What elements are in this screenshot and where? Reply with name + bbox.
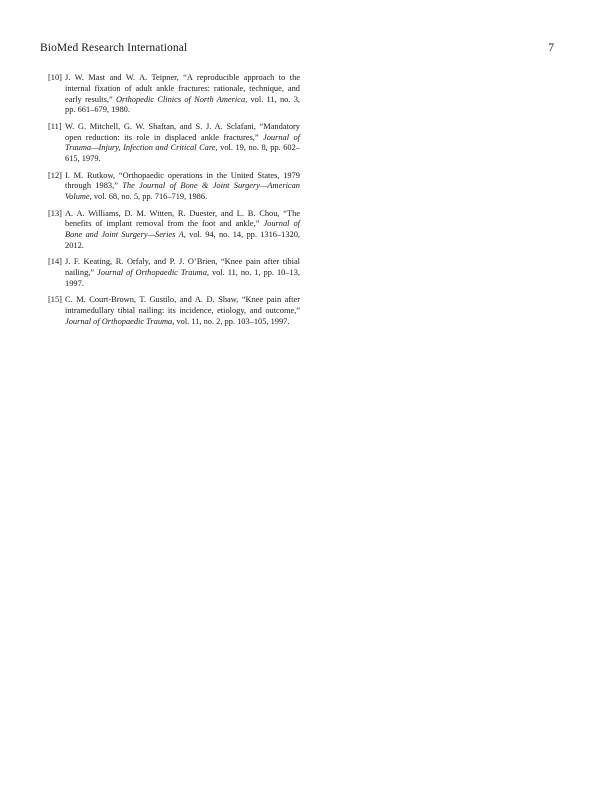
reference-journal: Journal of Trauma—Injury, Infection and Critical Care bbox=[65, 132, 300, 153]
reference-item bbox=[48, 257, 300, 289]
reference-item bbox=[48, 171, 300, 203]
reference-number: [11] bbox=[48, 121, 62, 131]
reference-item bbox=[48, 295, 300, 327]
reference-item bbox=[48, 73, 300, 116]
reference-details: , vol. 68, no. 5, pp. 716–719, 1986. bbox=[89, 192, 208, 202]
reference-journal: The Journal of Bone & Joint Surgery—American Volume bbox=[65, 181, 300, 202]
reference-details: , vol. 11, no. 2, pp. 103–105, 1997. bbox=[172, 316, 290, 326]
reference-details: , vol. 11, no. 1, pp. 10–13, 1997. bbox=[65, 268, 301, 288]
reference-text: W. G. Mitchell, G. W. Shaftan, and S. J. A. Sclafani, “Mandatory open reduction: its role in displaced ankle fractures,” bbox=[65, 121, 300, 142]
reference-number: [14] bbox=[48, 257, 62, 267]
reference-item bbox=[48, 209, 300, 252]
reference-list bbox=[48, 73, 300, 333]
running-header-journal: BioMed Research International bbox=[40, 42, 188, 54]
page-number: 7 bbox=[548, 42, 554, 54]
reference-details: , vol. 19, no. 8, pp. 602–615, 1979. bbox=[65, 143, 300, 164]
reference-number: [10] bbox=[48, 73, 62, 82]
reference-journal: Journal of Bone and Joint Surgery—Series A bbox=[65, 219, 300, 240]
reference-details: , vol. 94, no. 14, pp. 1316–1320, 2012. bbox=[65, 230, 301, 250]
reference-details: , vol. 11, no. 3, pp. 661–679, 1980. bbox=[65, 94, 300, 115]
reference-text: A. A. Williams, D. M. Witten, R. Duester, and L. B. Chou, “The benefits of implant removal from the foot and ankle,” bbox=[65, 208, 300, 229]
reference-number: [13] bbox=[48, 208, 62, 218]
reference-journal: Orthopedic Clinics of North America bbox=[115, 94, 246, 104]
reference-journal: Journal of Orthopaedic Trauma bbox=[65, 316, 173, 326]
reference-journal: Journal of Orthopaedic Trauma bbox=[97, 268, 207, 278]
reference-number: [15] bbox=[48, 295, 62, 305]
reference-item bbox=[48, 122, 300, 165]
reference-text: C. M. Court-Brown, T. Gustilo, and A. D. Shaw, “Knee pain after intramedullary tibial nailing: its incidence, etiology, and outcome,” bbox=[65, 295, 300, 316]
reference-text: J. F. Keating, R. Orfaly, and P. J. O’Brien, “Knee pain after tibial nailing,” bbox=[65, 257, 300, 278]
reference-number: [12] bbox=[48, 170, 62, 180]
reference-text: I. M. Rutkow, “Orthopaedic operations in the United States, 1979 through 1983,” bbox=[65, 170, 300, 191]
reference-text: J. W. Mast and W. A. Teipner, “A reproducible approach to the internal fixation of adult ankle fractures: rationale, technique, and early results,” bbox=[65, 73, 300, 104]
